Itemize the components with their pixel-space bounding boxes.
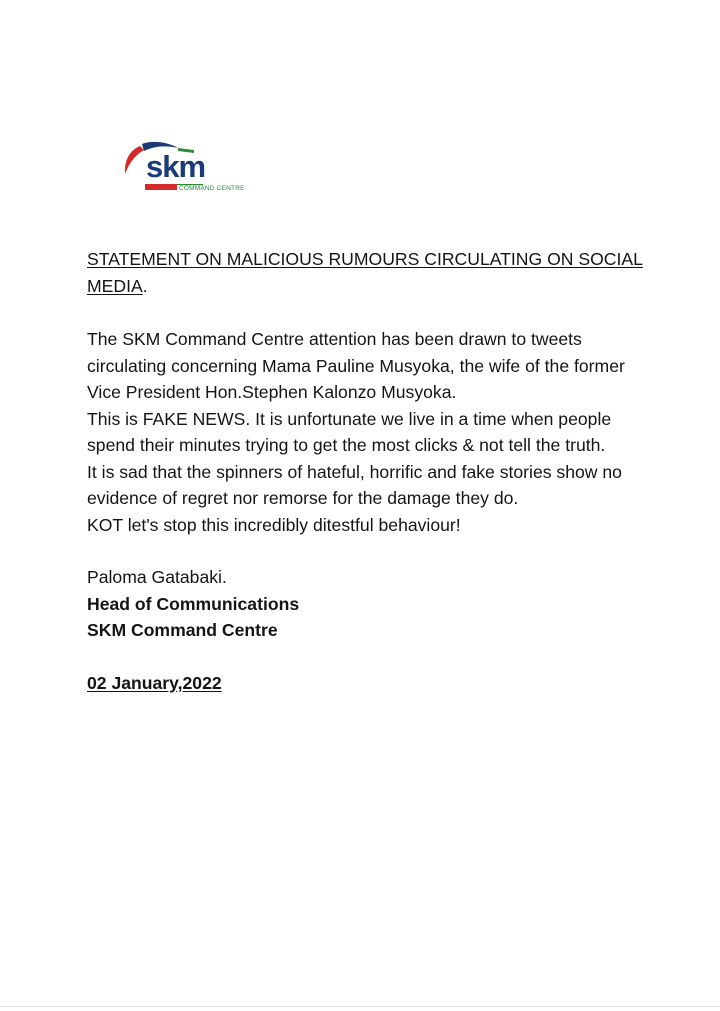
- statement-paragraph: The SKM Command Centre attention has been drawn to tweets circulating concerning Mama Pauline Musyoka, the wife of the former Vice President Hon.Stephen Kalonzo Musyoka.: [87, 329, 625, 402]
- page-bottom-edge: [0, 1006, 720, 1007]
- statement-paragraph: KOT let's stop this incredibly ditestful behaviour!: [87, 514, 461, 535]
- statement-paragraph: This is FAKE NEWS. It is unfortunate we live in a time when people spend their minutes trying to get the most clicks & not tell the truth.: [87, 408, 612, 455]
- signatory-role: Head of Communications: [87, 593, 300, 614]
- skm-logo: [118, 140, 248, 200]
- signatory-name: Paloma Gatabaki.: [87, 567, 227, 587]
- logo-subtitle: COMMAND CENTRE: [179, 185, 245, 192]
- statement-title-text: STATEMENT ON MALICIOUS RUMOURS CIRCULATING ON SOCIAL MEDIA: [87, 249, 643, 296]
- signature-block: [87, 564, 647, 644]
- logo-wordmark: skm: [146, 149, 206, 184]
- statement-title: [87, 246, 647, 299]
- signatory-org: SKM Command Centre: [87, 620, 278, 640]
- statement-paragraph: It is sad that the spinners of hateful, horrific and fake stories show no evidence of regret nor remorse for the damage they do.: [87, 461, 622, 508]
- statement-paragraphs: [87, 326, 647, 538]
- statement-title-period: .: [142, 275, 148, 296]
- statement-date: 02 January,2022: [87, 672, 222, 693]
- statement-body: [87, 246, 647, 714]
